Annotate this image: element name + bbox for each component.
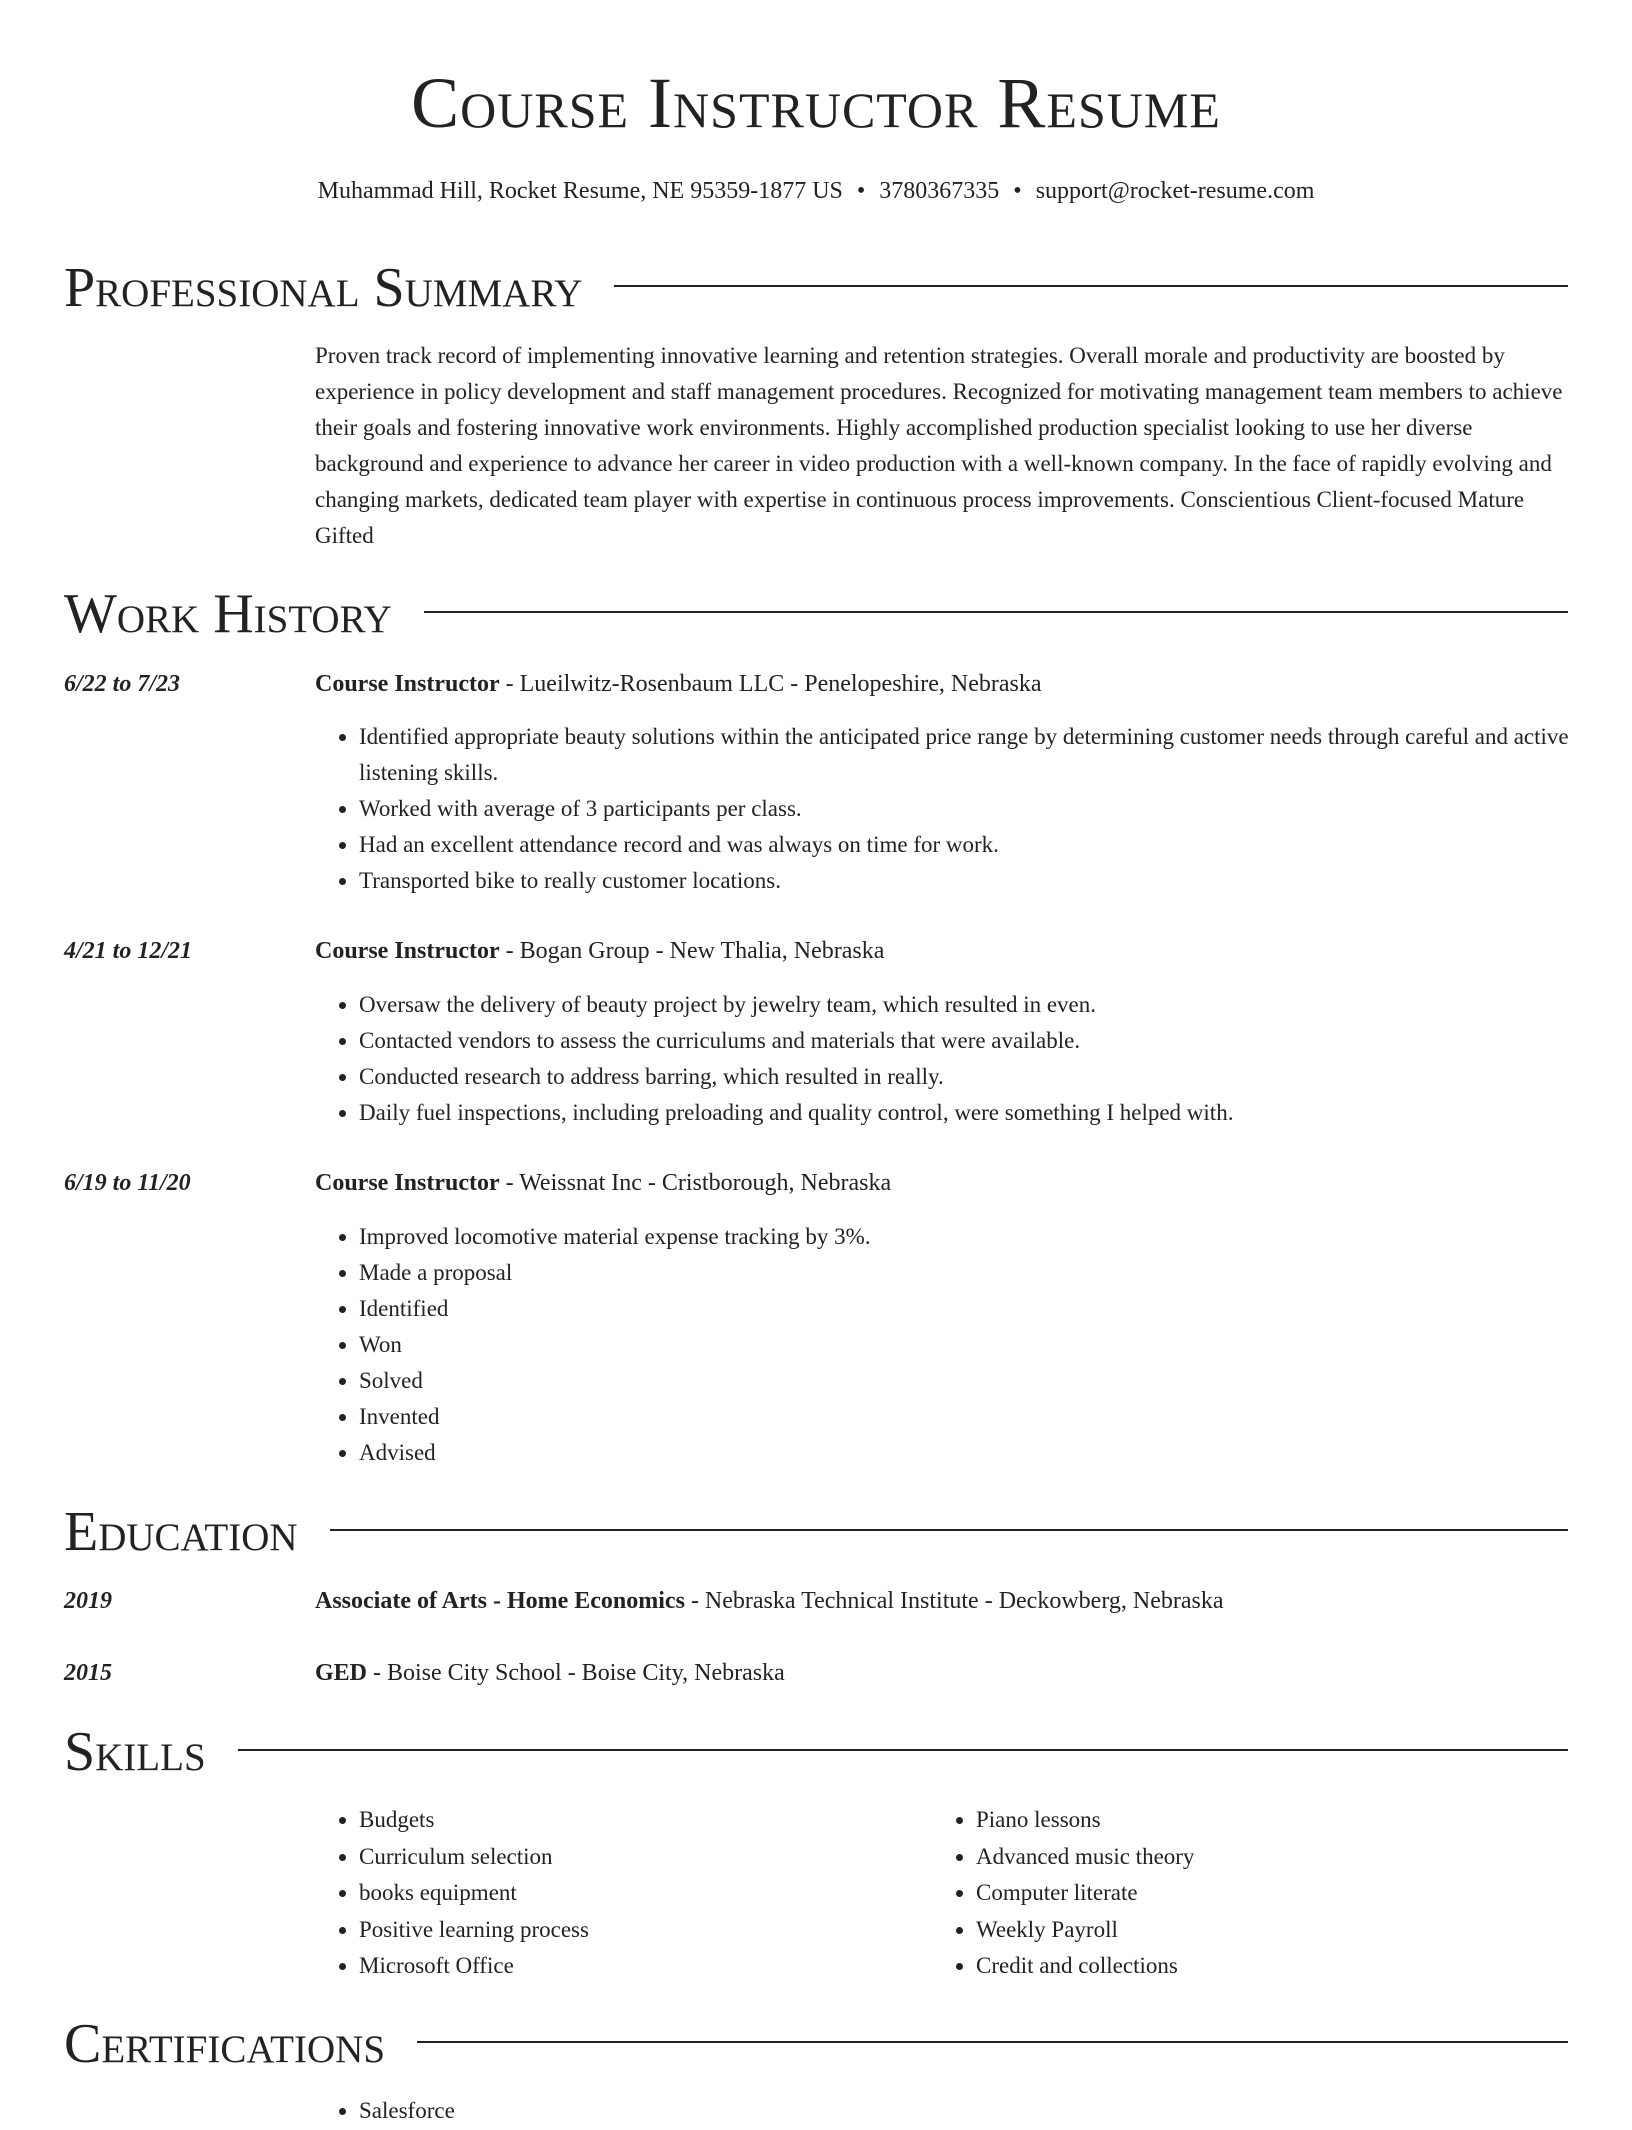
skill-item: • Computer literate [976, 1875, 1576, 1912]
skill-item: • Weekly Payroll [976, 1912, 1576, 1949]
list-item: • Transported bike to really customer locations. [359, 863, 1613, 899]
list-item: • Won [359, 1327, 1613, 1363]
certification-item: • Salesforce [359, 2093, 959, 2130]
education-details: - Nebraska Technical Institute - Deckowberg, Nebraska [684, 1588, 1224, 1614]
education-details: - Boise City School - Boise City, Nebraska [367, 1660, 785, 1686]
job-title: Course Instructor [315, 938, 500, 964]
list-item: • Identified [359, 1291, 1613, 1327]
education-year: 2015 [64, 1660, 112, 1686]
job-title: Course Instructor [315, 671, 500, 697]
section-divider [330, 1529, 1568, 1531]
list-item: • Had an excellent attendance record and was always on time for work. [359, 827, 1613, 863]
job-heading [315, 1166, 1569, 1200]
section-header-work-history [64, 584, 1568, 644]
section-divider [614, 285, 1568, 287]
education-degree: Associate of Arts - Home Economics [315, 1588, 685, 1614]
list-item: • Improved locomotive material expense tracking by 3%. [359, 1219, 1613, 1255]
job-heading [315, 934, 1569, 968]
section-title: Education [64, 1501, 298, 1563]
skill-item: • Positive learning process [359, 1912, 919, 1949]
section-title: Skills [64, 1721, 206, 1783]
list-item: • Invented [359, 1399, 1613, 1435]
certifications-list [315, 2093, 959, 2130]
job-dates: 6/19 to 11/20 [64, 1170, 191, 1196]
list-item: • Conducted research to address barring, which resulted in really. [359, 1059, 1613, 1095]
job-details: - Bogan Group - New Thalia, Nebraska [499, 938, 885, 964]
section-divider [417, 2041, 1568, 2043]
skill-item: • Microsoft Office [359, 1948, 919, 1985]
skill-item: • books equipment [359, 1875, 919, 1912]
section-header-certifications [64, 2014, 1568, 2074]
section-divider [238, 1749, 1568, 1751]
section-header-skills [64, 1722, 1568, 1782]
job-bullet-list [315, 719, 1613, 899]
job-title: Course Instructor [315, 1170, 500, 1196]
skill-item: • Piano lessons [976, 1802, 1576, 1839]
job-details: - Weissnat Inc - Cristborough, Nebraska [499, 1170, 892, 1196]
section-divider [424, 611, 1568, 613]
list-item: • Advised [359, 1435, 1613, 1471]
list-item: • Contacted vendors to assess the curriculums and materials that were available. [359, 1023, 1613, 1059]
education-entry [315, 1656, 1569, 1690]
contact-email: support@rocket-resume.com [1035, 178, 1315, 204]
education-year: 2019 [64, 1588, 112, 1614]
job-heading [315, 667, 1569, 701]
page-title: Course Instructor Resume [411, 63, 1221, 143]
job-dates: 6/22 to 7/23 [64, 671, 181, 697]
section-title: Certifications [64, 2013, 386, 2075]
list-item: • Oversaw the delivery of beauty project by jewelry team, which resulted in even. [359, 987, 1613, 1023]
contact-address: Muhammad Hill, Rocket Resume, NE 95359-1877 US [317, 178, 843, 204]
education-degree: GED [315, 1660, 368, 1686]
job-dates: 4/21 to 12/21 [64, 938, 193, 964]
summary-paragraph: Proven track record of implementing innovative learning and retention strategies. Overall morale and productivity are boosted by experience in policy development and staff management procedures. Recognized for motivating management team members to achieve their goals and fostering innovative work environments. Highly accomplished production specialist looking to use her diverse background and experience to advance her career in video production with a well-known company. In the face of rapidly evolving and changing markets, dedicated team player with expertise in continuous process improvements. Conscientious Client-focused Mature Gifted [315, 343, 1563, 548]
contact-separator: • [856, 178, 866, 204]
contact-line [0, 174, 1632, 208]
education-entry [315, 1584, 1569, 1618]
skill-item: • Budgets [359, 1802, 919, 1839]
section-title: Work History [64, 583, 392, 645]
job-bullet-list [315, 987, 1613, 1131]
list-item: • Solved [359, 1363, 1613, 1399]
contact-phone: 3780367335 [879, 178, 1000, 204]
skill-item: • Credit and collections [976, 1948, 1576, 1985]
section-header-summary [64, 258, 1568, 318]
list-item: • Made a proposal [359, 1255, 1613, 1291]
list-item: • Daily fuel inspections, including preloading and quality control, were something I helped with. [359, 1095, 1613, 1131]
skill-item: • Advanced music theory [976, 1839, 1576, 1876]
list-item: • Worked with average of 3 participants per class. [359, 791, 1613, 827]
job-bullet-list [315, 1219, 1613, 1471]
skills-list-left [315, 1802, 919, 1985]
section-header-education [64, 1502, 1568, 1562]
contact-separator: • [1013, 178, 1022, 204]
skill-item: • Curriculum selection [359, 1839, 919, 1876]
skills-list-right [932, 1802, 1576, 1985]
list-item: • Identified appropriate beauty solutions within the anticipated price range by determining customer needs through careful and active listening skills. [359, 719, 1613, 791]
section-title: Professional Summary [64, 257, 583, 319]
job-details: - Lueilwitz-Rosenbaum LLC - Penelopeshire, Nebraska [499, 671, 1042, 697]
